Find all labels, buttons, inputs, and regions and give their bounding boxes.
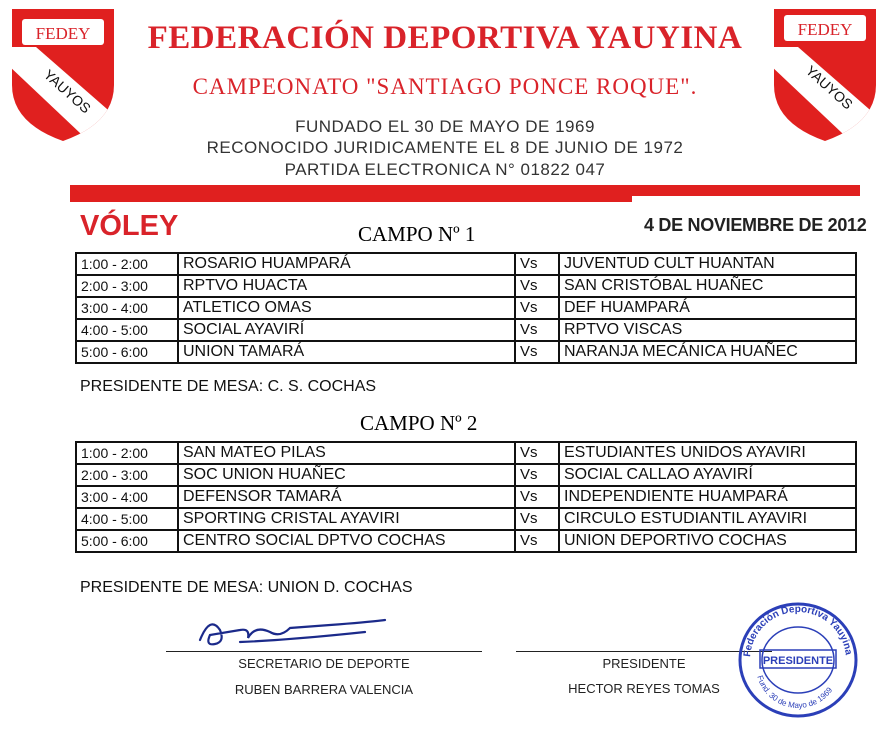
away-team: INDEPENDIENTE HUAMPARÁ [559, 486, 856, 508]
away-team: ESTUDIANTES UNIDOS AYAVIRI [559, 442, 856, 464]
away-team: DEF HUAMPARÁ [559, 297, 856, 319]
table-row [76, 341, 856, 363]
table-row [76, 253, 856, 275]
secretary-signature [180, 610, 400, 655]
home-team: SPORTING CRISTAL AYAVIRI [178, 508, 515, 530]
left-signature-line [166, 651, 482, 652]
secretary-role: SECRETARIO DE DEPORTE [238, 656, 410, 671]
home-team: SOC UNION HUAÑEC [178, 464, 515, 486]
home-team: SOCIAL AYAVIRÍ [178, 319, 515, 341]
president-role: PRESIDENTE [602, 656, 686, 671]
stamp-bottom-text: Fund. 30 de Mayo de 1969 [755, 674, 835, 711]
logo-fedey-text: FEDEY [35, 24, 91, 43]
logo-yauyos-text: YAUYOS [40, 66, 94, 117]
vs-label: Vs [515, 464, 559, 486]
band-notch [632, 196, 860, 210]
match-time: 3:00 - 4:00 [76, 297, 178, 319]
field-2-table-president: PRESIDENTE DE MESA: UNION D. COCHAS [80, 579, 413, 596]
table-row [76, 530, 856, 552]
championship-subtitle: CAMPEONATO "SANTIAGO PONCE ROQUE". [192, 74, 698, 99]
home-team: ROSARIO HUAMPARÁ [178, 253, 515, 275]
federation-stamp [736, 600, 860, 718]
away-team: JUVENTUD CULT HUANTAN [559, 253, 856, 275]
secretary-name: RUBEN BARRERA VALENCIA [234, 682, 414, 697]
match-time: 3:00 - 4:00 [76, 486, 178, 508]
vs-label: Vs [515, 253, 559, 275]
vs-label: Vs [515, 530, 559, 552]
vs-label: Vs [515, 319, 559, 341]
table-row [76, 464, 856, 486]
table-row [76, 486, 856, 508]
match-time: 4:00 - 5:00 [76, 319, 178, 341]
table-row [76, 442, 856, 464]
match-date: 4 DE NOVIEMBRE DE 2012 [644, 215, 867, 235]
table-row [76, 508, 856, 530]
recognized-line: RECONOCIDO JURIDICAMENTE EL 8 DE JUNIO DE 1972 [206, 138, 684, 157]
vs-label: Vs [515, 486, 559, 508]
away-team: SOCIAL CALLAO AYAVIRÍ [559, 464, 856, 486]
vs-label: Vs [515, 442, 559, 464]
away-team: CIRCULO ESTUDIANTIL AYAVIRI [559, 508, 856, 530]
federation-title: FEDERACIÓN DEPORTIVA YAUYINA [147, 20, 743, 56]
home-team: DEFENSOR TAMARÁ [178, 486, 515, 508]
logo-fedey-text: FEDEY [797, 20, 853, 39]
match-time: 1:00 - 2:00 [76, 253, 178, 275]
match-time: 4:00 - 5:00 [76, 508, 178, 530]
vs-label: Vs [515, 341, 559, 363]
field-1-table-president: PRESIDENTE DE MESA: C. S. COCHAS [80, 378, 377, 395]
home-team: ATLETICO OMAS [178, 297, 515, 319]
fedey-shield-logo-right [770, 5, 880, 145]
away-team: RPTVO VISCAS [559, 319, 856, 341]
field-1-title: CAMPO Nº 1 [358, 222, 476, 246]
home-team: SAN MATEO PILAS [178, 442, 515, 464]
logo-yauyos-text: YAUYOS [802, 62, 856, 113]
away-team: UNION DEPORTIVO COCHAS [559, 530, 856, 552]
away-team: NARANJA MECÁNICA HUAÑEC [559, 341, 856, 363]
sport-heading: VÓLEY [80, 210, 179, 242]
field-2-title: CAMPO Nº 2 [360, 411, 478, 435]
match-time: 2:00 - 3:00 [76, 464, 178, 486]
table-row [76, 319, 856, 341]
vs-label: Vs [515, 508, 559, 530]
founded-line: FUNDADO EL 30 DE MAYO DE 1969 [295, 117, 595, 136]
partida-line: PARTIDA ELECTRONICA N° 01822 047 [284, 160, 606, 179]
president-name: HECTOR REYES TOMAS [568, 681, 720, 696]
stamp-ring-text: Federación Deportiva Yauyina [742, 603, 854, 658]
fedey-shield-logo-left [8, 5, 118, 145]
match-time: 1:00 - 2:00 [76, 442, 178, 464]
match-time: 5:00 - 6:00 [76, 341, 178, 363]
table-row [76, 297, 856, 319]
home-team: CENTRO SOCIAL DPTVO COCHAS [178, 530, 515, 552]
vs-label: Vs [515, 297, 559, 319]
field-1-fixtures-table [75, 252, 857, 364]
right-signature-line [516, 651, 772, 652]
vs-label: Vs [515, 275, 559, 297]
stamp-center-text: PRESIDENTE [762, 655, 834, 667]
match-time: 5:00 - 6:00 [76, 530, 178, 552]
home-team: UNION TAMARÁ [178, 341, 515, 363]
away-team: SAN CRISTÓBAL HUAÑEC [559, 275, 856, 297]
field-2-fixtures-table [75, 441, 857, 553]
table-row [76, 275, 856, 297]
home-team: RPTVO HUACTA [178, 275, 515, 297]
match-time: 2:00 - 3:00 [76, 275, 178, 297]
